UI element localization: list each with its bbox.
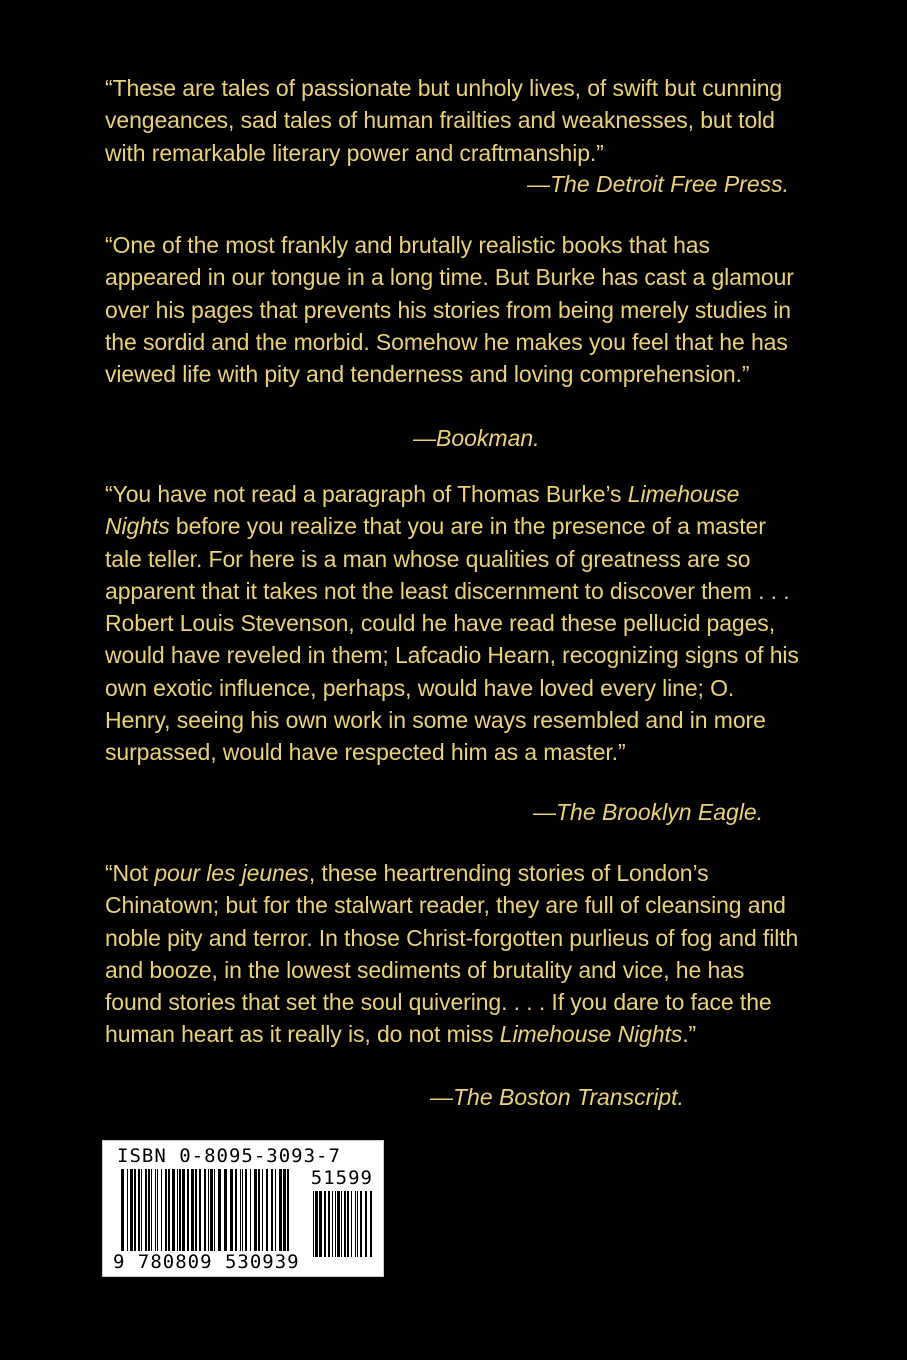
barcode-bar — [266, 1169, 268, 1257]
barcode-bar — [208, 1169, 209, 1257]
barcode-bar — [195, 1169, 197, 1257]
barcode-bar — [344, 1191, 346, 1257]
barcode-bar — [254, 1169, 257, 1257]
barcode-bar — [347, 1191, 349, 1257]
barcode-bar — [319, 1191, 322, 1257]
isbn-label: ISBN 0-8095-3093-7 — [117, 1145, 341, 1167]
barcode-bar — [148, 1169, 150, 1257]
review-text-3-start: “You have not read a paragraph of Thomas Burke’s — [105, 481, 628, 507]
barcode-bar — [250, 1169, 251, 1257]
barcode-bar — [130, 1169, 133, 1257]
barcode-bar — [355, 1191, 356, 1257]
barcode-bar — [182, 1169, 185, 1257]
review-text-1: “These are tales of passionate but unholy lives, of swift but cunning vengeances, sad tales of human frailties and weaknesses, but told with remarkable literary power and craftmanship.” — [105, 75, 783, 166]
attribution-dash: — — [533, 799, 556, 825]
barcode-bar — [328, 1191, 330, 1257]
barcode-bar — [210, 1169, 213, 1257]
attribution-dash: — — [430, 1084, 453, 1110]
barcode-bar — [351, 1191, 352, 1257]
review-attribution-3 — [533, 796, 763, 828]
attribution-source-3: The Brooklyn Eagle. — [556, 799, 764, 825]
review-text-4-open: “Not — [105, 860, 155, 886]
barcode-bar — [240, 1169, 241, 1257]
barcode-bar — [168, 1169, 170, 1257]
barcode-bar — [214, 1169, 215, 1257]
barcode-bar — [341, 1191, 342, 1257]
barcode-bar — [165, 1169, 167, 1257]
barcode-bar — [242, 1169, 243, 1257]
barcode-bar — [275, 1169, 276, 1257]
review-quote-4 — [105, 857, 805, 1051]
attribution-dash: — — [527, 171, 550, 197]
price-code: 51599 — [310, 1167, 373, 1189]
barcode-bar — [134, 1169, 136, 1257]
barcode-bar — [138, 1169, 140, 1257]
barcode-bar — [161, 1169, 162, 1257]
review-quote-3 — [105, 478, 805, 769]
book-title: Limehouse Nights — [105, 481, 740, 540]
price-addon-bars — [313, 1191, 375, 1257]
barcode-bar — [235, 1169, 237, 1257]
barcode-bar — [283, 1169, 286, 1257]
barcode-bar — [172, 1169, 175, 1257]
barcode-bar — [315, 1191, 318, 1257]
barcode-bar — [365, 1191, 367, 1257]
review-text-2: “One of the most frankly and brutally realistic books that has appeared in our tongue in a long time. But Burke has cast a glamour over his pages that prevents his stories from being merely studies in the sordid and the morbid. Somehow he makes you feel that he has viewed life with pity and tenderness and loving comprehension.” — [105, 232, 794, 388]
barcode-bar — [179, 1169, 181, 1257]
book-title: Limehouse Nights — [499, 1021, 683, 1048]
barcode-bar — [127, 1169, 128, 1257]
barcode-bar — [157, 1169, 158, 1257]
barcode-bar — [177, 1169, 178, 1257]
review-text-3 — [105, 478, 805, 769]
attribution-source-2: Bookman. — [436, 425, 540, 451]
barcode-bar — [360, 1191, 362, 1257]
barcode-bar — [279, 1169, 282, 1257]
barcode-bar — [230, 1169, 233, 1257]
barcode-bar — [245, 1169, 247, 1257]
barcode-bar — [204, 1169, 206, 1257]
barcode-bar — [324, 1191, 326, 1257]
review-text-4-close: .” — [682, 1021, 697, 1048]
attribution-source-1: The Detroit Free Press. — [550, 171, 790, 197]
barcode-bar — [199, 1169, 201, 1257]
barcode-bar — [370, 1191, 372, 1257]
barcode-bar — [145, 1169, 147, 1257]
barcode-bar — [155, 1169, 156, 1257]
ean-bars — [121, 1169, 291, 1257]
barcode-bar — [287, 1169, 289, 1257]
review-attribution-2 — [413, 422, 540, 454]
barcode-bar — [224, 1169, 227, 1257]
barcode-bar — [262, 1169, 263, 1257]
ean-number: 9 780809 530939 — [113, 1251, 300, 1273]
review-quote-1 — [105, 72, 805, 169]
attribution-source-4: The Boston Transcript. — [453, 1084, 684, 1110]
barcode-bar — [141, 1169, 142, 1257]
foreign-phrase: pour les jeunes — [154, 860, 309, 886]
isbn-barcode — [102, 1140, 384, 1277]
attribution-dash: — — [413, 425, 436, 451]
review-text-4-mid: , these heartrending stories of London’s Chinatown; but for the stalwart reader, they are full of cleansing and noble pity and terror. In those Christ-forgotten purlieus of fog and filth and booze, in the lowest sediments of brutality and vice, he has found stories that set the soul quivering. . . . If you dare to face the human heart as it really is, do not miss — [105, 860, 799, 1048]
barcode-bar — [187, 1169, 189, 1257]
barcode-bar — [335, 1191, 336, 1257]
barcode-bar — [218, 1169, 221, 1257]
review-text-4 — [105, 857, 805, 1051]
barcode-bar — [151, 1169, 152, 1257]
barcode-bar — [337, 1191, 340, 1257]
review-attribution-4 — [430, 1081, 684, 1113]
review-text-3-rest: before you realize that you are in the presence of a master tale teller. For here is a man whose qualities of greatness are so apparent that it takes not the least discernment to discover them . . . Robert Louis Stevenson, could he have read these pellucid pages, would have reveled in them; Lafcadio Hearn, recognizing signs of his own exotic influence, perhaps, would have loved every line; O. Henry, seeing his own work in some ways resembled and in more surpassed, would have respected him as a master.” — [105, 513, 799, 766]
barcode-bar — [191, 1169, 194, 1257]
barcode-bar — [258, 1169, 260, 1257]
review-attribution-1 — [527, 168, 789, 200]
barcode-bar — [357, 1191, 358, 1257]
review-quote-2 — [105, 229, 805, 390]
barcode-bar — [313, 1191, 314, 1257]
barcode-bar — [271, 1169, 273, 1257]
barcode-bar — [121, 1169, 124, 1257]
barcode-bar — [332, 1191, 333, 1257]
